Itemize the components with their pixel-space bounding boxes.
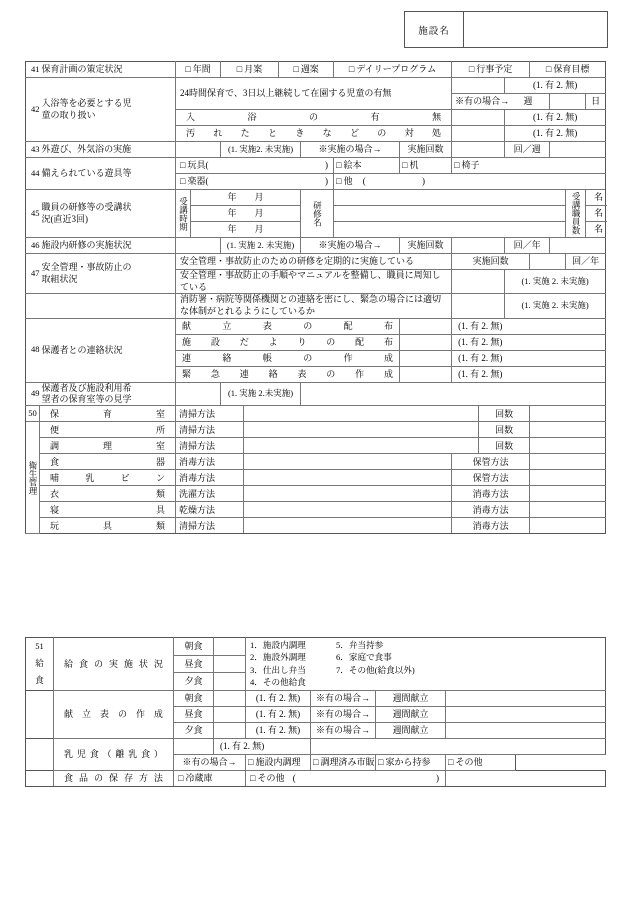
row-47-sub-1 [26, 254, 606, 270]
row-51-menu-meal-breakfast: 朝食 [174, 690, 214, 706]
row-41-label-text: 保育計画の策定状況 [41, 63, 123, 74]
checkbox-icon: □ [185, 64, 191, 75]
row-51-meal-input-dinner[interactable] [214, 673, 246, 691]
row-50-item-1-right-input[interactable] [530, 406, 606, 422]
row-45-label [26, 190, 176, 238]
row-50-item-3-method-input[interactable] [244, 438, 479, 454]
checkbox-icon: □ [402, 160, 408, 171]
row-50-item-4-name: 食 器 [40, 454, 176, 470]
row-45-period-3[interactable]: 年 月 [191, 222, 301, 238]
row-51-baby-option-2[interactable]: □ 調理済み市販 [311, 754, 376, 770]
row-50-item-4-right-label: 保管方法 [452, 454, 530, 470]
row-51-meal-label-breakfast: 朝食 [174, 638, 214, 656]
row-50-item-6-method-label: 洗濯方法 [176, 486, 244, 502]
row-50-vertical-label: 衛生管理 [26, 422, 40, 534]
row-47-label [26, 254, 176, 294]
row-49-label-text: 保護者及び施設利用希望者の保育室等の見学 [41, 382, 132, 404]
row-47-q1-count-input[interactable] [530, 254, 566, 270]
row-45-training-name-2[interactable] [334, 206, 566, 222]
row-47-q1-unit: 回／年 [566, 254, 606, 270]
row-47-q3-answer-options: (1. 実施 2. 未実施) [505, 294, 606, 318]
row-46-if-done: ※実施の場合→ [301, 238, 400, 254]
row-42-sub-1 [26, 78, 606, 94]
facility-name-label: 施設名 [405, 12, 464, 47]
row-42-q2-answer-input[interactable] [452, 110, 505, 126]
row-51-gutter-1 [26, 690, 54, 706]
row-50-item-8-name: 玩 具 類 [40, 518, 176, 534]
row-48-label [26, 318, 176, 382]
row-51-gutter-2 [26, 706, 54, 722]
meal-option-4: 4．その他給食 [250, 677, 306, 688]
facility-name-box [404, 11, 608, 48]
row-46-count-input[interactable] [452, 238, 505, 254]
row-49-answer-options: (1. 実施 2.未実施) [221, 382, 301, 406]
row-50-sub-6 [26, 486, 606, 502]
row-50-item-6-method-input[interactable] [244, 486, 452, 502]
row-43-count-label: 実施回数 [400, 142, 452, 158]
checkbox-icon: □ [348, 64, 355, 75]
row-48-item-3-label: 連 絡 帳 の 作 成 [176, 350, 400, 366]
row-44-label [26, 158, 176, 190]
row-51-menu-kind-dinner: 週間献立 [376, 722, 446, 738]
row-42-question-1: 24時間保育で、3日以上継続して在園する児童の有無 [176, 78, 452, 110]
row-51-menu-answer-dinner: (1. 有 2. 無) [246, 722, 311, 738]
row-47-label-text: 安全管理・事故防止の取組状況 [41, 262, 132, 284]
row-50-item-8-right-label: 消毒方法 [452, 518, 530, 534]
row-43-if-done: ※実施の場合→ [301, 142, 400, 158]
meal-option-6: 6．家庭で食事 [336, 652, 392, 663]
row-48-number: 48 [31, 344, 40, 355]
row-47-q3-answer-input[interactable] [452, 294, 505, 318]
row-46 [26, 238, 606, 254]
row-50-sub-7 [26, 502, 606, 518]
row-50-item-5-right-input[interactable] [530, 470, 606, 486]
row-42-q1-week-label: 週 [523, 96, 533, 107]
row-44-toy-field[interactable]: □ 玩具( ) [176, 158, 334, 174]
row-41-option-gyouji[interactable]: □ 行事予定 [452, 62, 530, 78]
row-51-menu-free-breakfast[interactable] [446, 690, 606, 706]
row-51-baby-input[interactable] [174, 738, 214, 754]
row-51-menu-input-lunch[interactable] [214, 706, 246, 722]
row-43-answer-options: (1. 実施2. 未実施) [221, 142, 301, 158]
row-51-storage-spacer [446, 770, 606, 786]
row-50-item-4-method-input[interactable] [244, 454, 452, 470]
row-51-baby-label: 乳 児 食 （ 離 乳 食 ） [54, 738, 174, 770]
row-50-item-3-name: 調 理 室 [40, 438, 176, 454]
row-42-q1-week-input[interactable] [550, 94, 586, 110]
row-51-menu-free-lunch[interactable] [446, 706, 606, 722]
row-48-sub-1 [26, 318, 606, 334]
meal-option-7: 7．その他(給食以外) [336, 664, 415, 675]
row-51-baby-option-4[interactable]: □ その他 [446, 754, 516, 770]
row-50-item-6-right-input[interactable] [530, 486, 606, 502]
row-47-q1-count-label: 実施回数 [452, 254, 530, 270]
row-51-menu-input-dinner[interactable] [214, 722, 246, 738]
row-51-baby-answer: (1. 有 2. 無) [214, 738, 311, 754]
row-51-menu-kind-breakfast: 週間献立 [376, 690, 446, 706]
row-42-q3-answer-input[interactable] [452, 126, 505, 142]
row-47-question-2: 安全管理・事故防止の手順やマニュアルを整備し、職員に周知している [176, 270, 452, 294]
row-50-item-1-name: 保 育 室 [40, 406, 176, 422]
row-41-label [26, 62, 176, 78]
row-50-item-2-name: 便 所 [40, 422, 176, 438]
row-50-item-4-right-input[interactable] [530, 454, 606, 470]
row-51-number: 51 [26, 638, 54, 656]
row-51-gutter-3 [26, 722, 54, 738]
row-51-storage-label: 食 品 の 保 存 方 法 [54, 770, 174, 786]
row-50-item-5-method-label: 消毒方法 [176, 470, 244, 486]
row-51-baby-1 [26, 738, 606, 754]
checkbox-icon: □ [545, 64, 552, 75]
row-51-meal-input-lunch[interactable] [214, 655, 246, 673]
checkbox-icon: □ [336, 160, 342, 171]
row-50-item-5-name: 哺 乳 ビ ン [40, 470, 176, 486]
row-51-storage-option-fridge[interactable]: □ 冷蔵庫 [174, 770, 246, 786]
meal-option-3: 3．仕出し弁当 [250, 664, 306, 675]
row-43-label-text: 外遊び、外気浴の実施 [41, 143, 132, 154]
row-42-question-2: 入 浴 の 有 無 [176, 110, 452, 126]
row-46-answer-options: (1. 実施 2. 未実施) [221, 238, 301, 254]
row-51-baby-ifyes: ※有の場合→ [174, 754, 246, 770]
row-51-meal-label-lunch: 昼食 [174, 655, 214, 673]
row-51-menu-kind-lunch: 週間献立 [376, 706, 446, 722]
row-51-gutter-6 [26, 770, 54, 786]
main-form-table [25, 61, 606, 534]
row-48-item-4-options: (1. 有 2. 無) [452, 366, 606, 382]
row-43-count-input[interactable] [452, 142, 505, 158]
row-51-meal-options [246, 638, 606, 691]
row-48-item-3-options: (1. 有 2. 無) [452, 350, 606, 366]
row-50-item-2-right-label: 回数 [479, 422, 530, 438]
row-50-item-1-right-label: 回数 [479, 406, 530, 422]
row-42-question-3: 汚 れ た と き な ど の 対 処 [176, 126, 452, 142]
row-43-answer-input[interactable] [176, 142, 221, 158]
row-45-staff-vertical-label: 受講職員数 [566, 190, 586, 238]
row-50-sub-1 [26, 406, 606, 422]
checkbox-icon: □ [454, 160, 460, 171]
checkbox-icon: □ [336, 176, 342, 187]
row-44-label-text: 備えられている遊具等 [41, 167, 132, 178]
row-47-q2-answer-options: (1. 実施 2. 未実施) [505, 270, 606, 294]
row-50-item-1-method-input[interactable] [244, 406, 479, 422]
row-44-instrument-field[interactable]: □ 楽器( ) [176, 174, 334, 190]
facility-name-input[interactable] [464, 12, 607, 47]
row-48-item-1-input[interactable] [400, 318, 452, 334]
row-51-gutter-5 [26, 754, 54, 770]
checkbox-icon: □ [293, 64, 299, 75]
row-43-label [26, 142, 176, 158]
checkbox-icon: □ [468, 64, 475, 75]
row-47-q2-answer-input[interactable] [452, 270, 505, 294]
checkbox-icon: □ [180, 160, 186, 171]
row-51-menu-free-dinner[interactable] [446, 722, 606, 738]
row-50-item-8-right-input[interactable] [530, 518, 606, 534]
checkbox-icon: □ [250, 773, 256, 784]
row-50-item-3-method-label: 清掃方法 [176, 438, 244, 454]
row-51-gutter-4 [26, 738, 54, 754]
row-51-meal-1 [26, 638, 606, 656]
row-42-q1-answer-options: (1. 有 2. 無) [505, 78, 606, 94]
row-50-item-7-name: 寝 具 [40, 502, 176, 518]
meal-option-1: 1．施設内調理 [250, 640, 306, 650]
row-47-number: 47 [31, 267, 40, 278]
row-50-item-7-right-label: 消毒方法 [452, 502, 530, 518]
row-50-item-8-method-label: 清掃方法 [176, 518, 244, 534]
row-41-option-nenkan[interactable]: □ 年間 [176, 62, 221, 78]
row-49-spacer [301, 382, 606, 406]
row-46-number: 46 [31, 239, 40, 250]
checkbox-icon: □ [378, 757, 384, 768]
row-51-storage [26, 770, 606, 786]
checkbox-icon: □ [236, 64, 243, 75]
row-50-item-6-name: 衣 類 [40, 486, 176, 502]
row-51-menu-ifyes-lunch: ※有の場合→ [311, 706, 376, 722]
row-51-menu-ifyes-breakfast: ※有の場合→ [311, 690, 376, 706]
row-41-option-daily-program[interactable]: □ デイリープログラム [334, 62, 452, 78]
row-51-meal-label-dinner: 夕食 [174, 673, 214, 691]
row-49-answer-input[interactable] [176, 382, 221, 406]
row-48-item-3-input[interactable] [400, 350, 452, 366]
row-45-number: 45 [31, 207, 40, 218]
row-51-vertical-label-2: 食 [26, 673, 54, 691]
row-46-answer-input[interactable] [176, 238, 221, 254]
row-43-unit: 回／週 [505, 142, 550, 158]
row-44-sub-1 [26, 158, 606, 174]
row-44-option-isu[interactable]: □ 椅子 [452, 158, 606, 174]
row-41-option-shuuan[interactable]: □ 週案 [279, 62, 334, 78]
row-41 [26, 62, 606, 78]
row-50-item-5-method-input[interactable] [244, 470, 452, 486]
row-48-label-text: 保護者との連絡状況 [41, 344, 123, 355]
row-50-item-1-method-label: 清掃方法 [176, 406, 244, 422]
checkbox-icon: □ [313, 757, 319, 768]
row-46-label-text: 施設内研修の実施状況 [41, 239, 132, 250]
checkbox-icon: □ [180, 176, 186, 187]
row-50-sub-4 [26, 454, 606, 470]
row-47-label-filler [26, 294, 176, 318]
row-48-item-4-label: 緊 急 連 絡 表 の 作 成 [176, 366, 400, 382]
row-45-period-vertical-label: 受講時期 [176, 190, 191, 238]
row-42-label [26, 78, 176, 142]
row-45-sub-1 [26, 190, 606, 206]
row-48-item-2-options: (1. 有 2. 無) [452, 334, 606, 350]
row-44-number: 44 [31, 167, 40, 178]
row-42-q1-answer-input[interactable] [452, 78, 505, 94]
row-49-label [26, 382, 176, 406]
row-43-spacer [550, 142, 606, 158]
row-48-item-1-options: (1. 有 2. 無) [452, 318, 606, 334]
row-51-menu-answer-lunch: (1. 有 2. 無) [246, 706, 311, 722]
row-41-number: 41 [31, 63, 40, 74]
row-42-label-text: 入浴等を必要とする児童の取り扱い [41, 98, 132, 120]
row-50-item-2-method-label: 清掃方法 [176, 422, 244, 438]
row-50-item-8-method-input[interactable] [244, 518, 452, 534]
row-50-item-3-right-label: 回数 [479, 438, 530, 454]
row-51-meal-input-breakfast[interactable] [214, 638, 246, 656]
row-49-number: 49 [31, 388, 40, 399]
row-44-option-other[interactable]: □ 他 ( ) [334, 174, 606, 190]
row-42-q2-answer-options: (1. 有 2. 無) [505, 110, 606, 126]
row-48-item-4-input[interactable] [400, 366, 452, 382]
meals-form-table [25, 637, 606, 787]
row-45-training-name-3[interactable] [334, 222, 566, 238]
checkbox-icon: □ [248, 757, 254, 768]
row-47-question-3: 消防署・病院等関係機関との連絡を密にし、緊急の場合には適切な体制がとれるようにしているか [176, 294, 452, 318]
row-51-baby-option-3[interactable]: □ 家から持参 [376, 754, 446, 770]
row-51-storage-option-other[interactable]: □ その他 ( ) [246, 770, 446, 786]
row-43-number: 43 [31, 143, 40, 154]
row-41-option-hoikumokuhyou[interactable]: □ 保育目標 [530, 62, 606, 78]
row-51-menu-1 [26, 690, 606, 706]
row-45-period-1[interactable]: 年 月 [191, 190, 301, 206]
row-45-staff-count-3[interactable]: 名 [586, 222, 606, 238]
row-45-staff-count-2[interactable]: 名 [586, 206, 606, 222]
row-46-unit: 回／年 [505, 238, 550, 254]
row-51-menu-meal-lunch: 昼食 [174, 706, 214, 722]
row-50-item-7-right-input[interactable] [530, 502, 606, 518]
checkbox-icon: □ [178, 773, 184, 784]
row-50-item-2-right-input[interactable] [530, 422, 606, 438]
row-50-item-2-method-input[interactable] [244, 422, 479, 438]
meal-option-5: 5．弁当持参 [336, 640, 384, 650]
row-51-menu-label: 献 立 表 の 作 成 [54, 690, 174, 738]
row-46-spacer [550, 238, 606, 254]
row-50-number: 50 [26, 406, 40, 422]
row-45-training-name-1[interactable] [334, 190, 566, 206]
row-50-sub-8 [26, 518, 606, 534]
row-51-menu-input-breakfast[interactable] [214, 690, 246, 706]
row-45-staff-count-1[interactable]: 名 [586, 190, 606, 206]
row-51-baby-option-1[interactable]: □ 施設内調理 [246, 754, 311, 770]
row-48-item-1-label: 献 立 表 の 配 布 [176, 318, 400, 334]
row-48-item-2-input[interactable] [400, 334, 452, 350]
row-42-q1-day-label: 日 [586, 94, 606, 110]
row-50-item-3-right-input[interactable] [530, 438, 606, 454]
row-46-count-label: 実施回数 [400, 238, 452, 254]
row-44-option-tsukue[interactable]: □ 机 [400, 158, 452, 174]
row-50-sub-3 [26, 438, 606, 454]
row-44-option-ehon[interactable]: □ 絵本 [334, 158, 400, 174]
row-50-sub-5 [26, 470, 606, 486]
row-51-menu-meal-dinner: 夕食 [174, 722, 214, 738]
row-51-menu-answer-breakfast: (1. 有 2. 無) [246, 690, 311, 706]
row-45-period-2[interactable]: 年 月 [191, 206, 301, 222]
row-50-item-7-method-label: 乾燥方法 [176, 502, 244, 518]
row-51-menu-ifyes-dinner: ※有の場合→ [311, 722, 376, 738]
row-45-name-vertical-label: 研修名 [301, 190, 334, 238]
row-42-number: 42 [31, 103, 40, 114]
row-46-label [26, 238, 176, 254]
row-51-baby-spacer [311, 738, 606, 754]
row-51-vertical-label-1: 給 [26, 655, 54, 673]
row-45-label-text: 職員の研修等の受講状況(直近3回) [41, 202, 132, 224]
row-42-q1-if-yes: ※有の場合→ 週 [452, 94, 550, 110]
row-50-item-4-method-label: 消毒方法 [176, 454, 244, 470]
row-50-item-6-right-label: 消毒方法 [452, 486, 530, 502]
row-48-item-2-label: 施 設 だ よ り の 配 布 [176, 334, 400, 350]
row-50-item-7-method-input[interactable] [244, 502, 452, 518]
row-41-option-getsuan[interactable]: □ 月案 [221, 62, 279, 78]
row-50-item-5-right-label: 保管方法 [452, 470, 530, 486]
row-43 [26, 142, 606, 158]
row-47-question-1: 安全管理・事故防止のための研修を定期的に実施している [176, 254, 452, 270]
checkbox-icon: □ [448, 757, 454, 768]
row-51-section-label: 給 食 の 実 施 状 況 [54, 638, 174, 691]
row-50-sub-2 [26, 422, 606, 438]
row-42-q3-answer-options: (1. 有 2. 無) [505, 126, 606, 142]
meal-option-2: 2．施設外調理 [250, 652, 306, 663]
